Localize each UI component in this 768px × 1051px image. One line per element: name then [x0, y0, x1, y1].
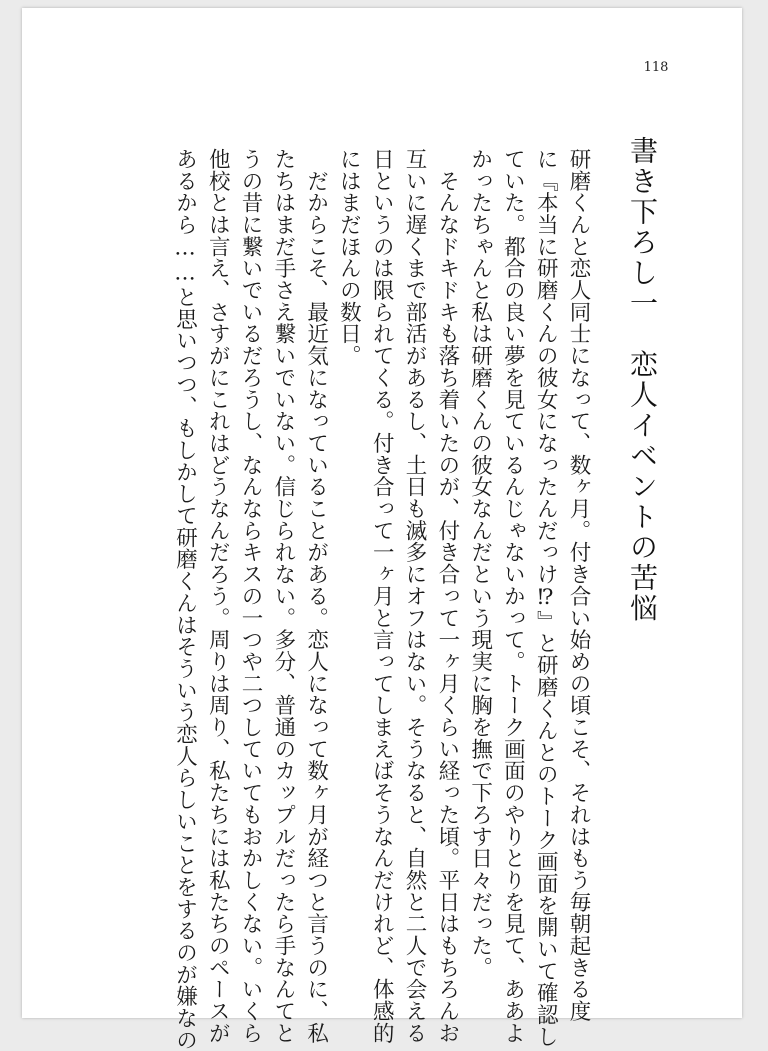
text-line: うの昔に繋いでいるだろうし、なんならキスの一つや二つしていてもおかしくない。いくら: [238, 148, 264, 1044]
text-line: たちはまだ手さえ繋いでいない。信じられない。多分、普通のカップルだったら手なんてと: [270, 148, 296, 1044]
page-number: 118: [643, 60, 669, 75]
text-line: 日というのは限られてくる。付き合って一ヶ月と言ってしまえばそうなんだけれど、体感的: [369, 148, 395, 1044]
text-line: 他校とは言え、さすがにこれはどうなんだろう。周りは周り、私たちには私たちのペースが: [205, 148, 231, 1044]
text-line: かったちゃんと私は研磨くんの彼女なんだという現実に胸を撫で下ろす日々だった。: [467, 148, 493, 979]
text-line: だからこそ、最近気になっていることがある。恋人になって数ヶ月が経つと言うのに、私: [303, 148, 329, 1044]
book-page: [22, 8, 742, 1051]
text-line: ていた。都合の良い夢を見ているんじゃないかって。トーク画面のやりとりを見て、ああよ: [500, 148, 526, 1044]
chapter-heading: 書き下ろし一 恋人イベントの苦悩: [626, 136, 659, 624]
text-line: 研磨くんと恋人同士になって、数ヶ月。付き合い始めの頃こそ、それはもう毎朝起きる度: [566, 148, 591, 1022]
text-line: に『本当に研磨くんの彼女になったんだっけ⁉』と研磨くんとのトーク画面を開いて確認し: [533, 148, 559, 1048]
body-text: [168, 148, 594, 1051]
text-line: そんなドキドキも落ち着いたのが、付き合って一ヶ月くらい経った頃。平日はもちろんお: [434, 148, 460, 1044]
text-line: にはまだほんの数日。: [336, 148, 362, 367]
text-line: あるから……と思いつつ、もしかして研磨くんはそういう恋人らしいことをするのが嫌なの: [172, 148, 198, 1051]
text-line: 互いに遅くまで部活があるし、土日も滅多にオフはない。そうなると、自然と二人で会える: [402, 148, 428, 1044]
